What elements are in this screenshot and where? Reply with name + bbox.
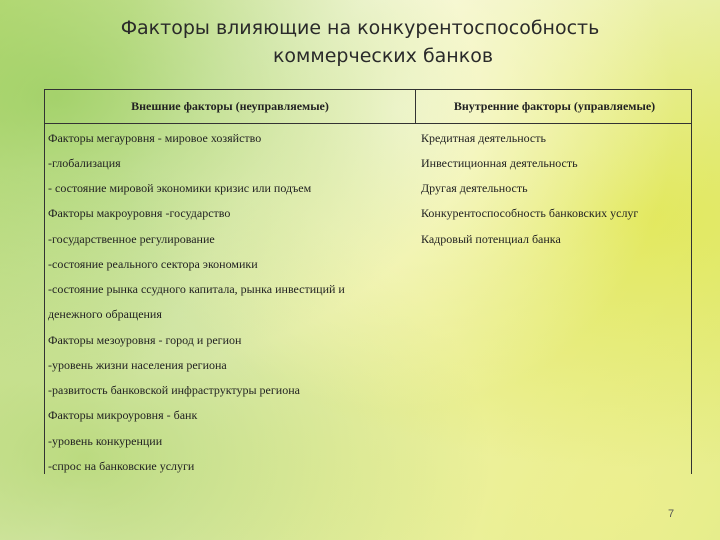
slide-title — [60, 14, 660, 70]
page-number: 7 — [668, 508, 675, 520]
list-item-external: -спрос на банковские услуги — [48, 459, 195, 473]
list-item-external: Факторы мезоуровня - город и регион — [48, 333, 242, 347]
list-item-external: - состояние мировой экономики кризис или подъем — [48, 181, 312, 195]
list-item-external: -уровень жизни населения региона — [48, 358, 227, 372]
list-item-external: -государственное регулирование — [48, 232, 215, 246]
list-item-external: Факторы мегауровня - мировое хозяйство — [48, 131, 262, 145]
factors-table — [44, 89, 692, 474]
list-item-external: Факторы микроуровня - банк — [48, 408, 198, 422]
list-item-internal: Кредитная деятельность — [421, 131, 546, 145]
list-item-external: -состояние реального сектора экономики — [48, 257, 258, 271]
list-item-external: -развитость банковской инфраструктуры региона — [48, 383, 300, 397]
list-item-internal: Конкурентоспособность банковских услуг — [421, 206, 639, 220]
list-item-external: -глобализация — [48, 156, 121, 170]
list-item-internal: Другая деятельность — [421, 181, 528, 195]
list-item-internal: Инвестиционная деятельность — [421, 156, 578, 170]
slide-title-line-2: коммерческих банков — [272, 45, 494, 67]
list-item-internal: Кадровый потенциал банка — [421, 232, 561, 246]
list-item-external: -состояние рынка ссудного капитала, рынка инвестиций и — [48, 282, 345, 296]
table-header-row — [45, 90, 691, 124]
header-internal-factors: Внутренние факторы (управляемые) — [453, 99, 656, 113]
header-external-factors: Внешние факторы (неуправляемые) — [131, 99, 329, 113]
slide-title-line-1: Факторы влияющие на конкурентоспособность — [120, 17, 600, 39]
list-item-external: -уровень конкуренции — [48, 434, 163, 448]
list-item-external: денежного обращения — [48, 307, 162, 321]
list-item-external: Факторы макроуровня -государство — [48, 206, 231, 220]
